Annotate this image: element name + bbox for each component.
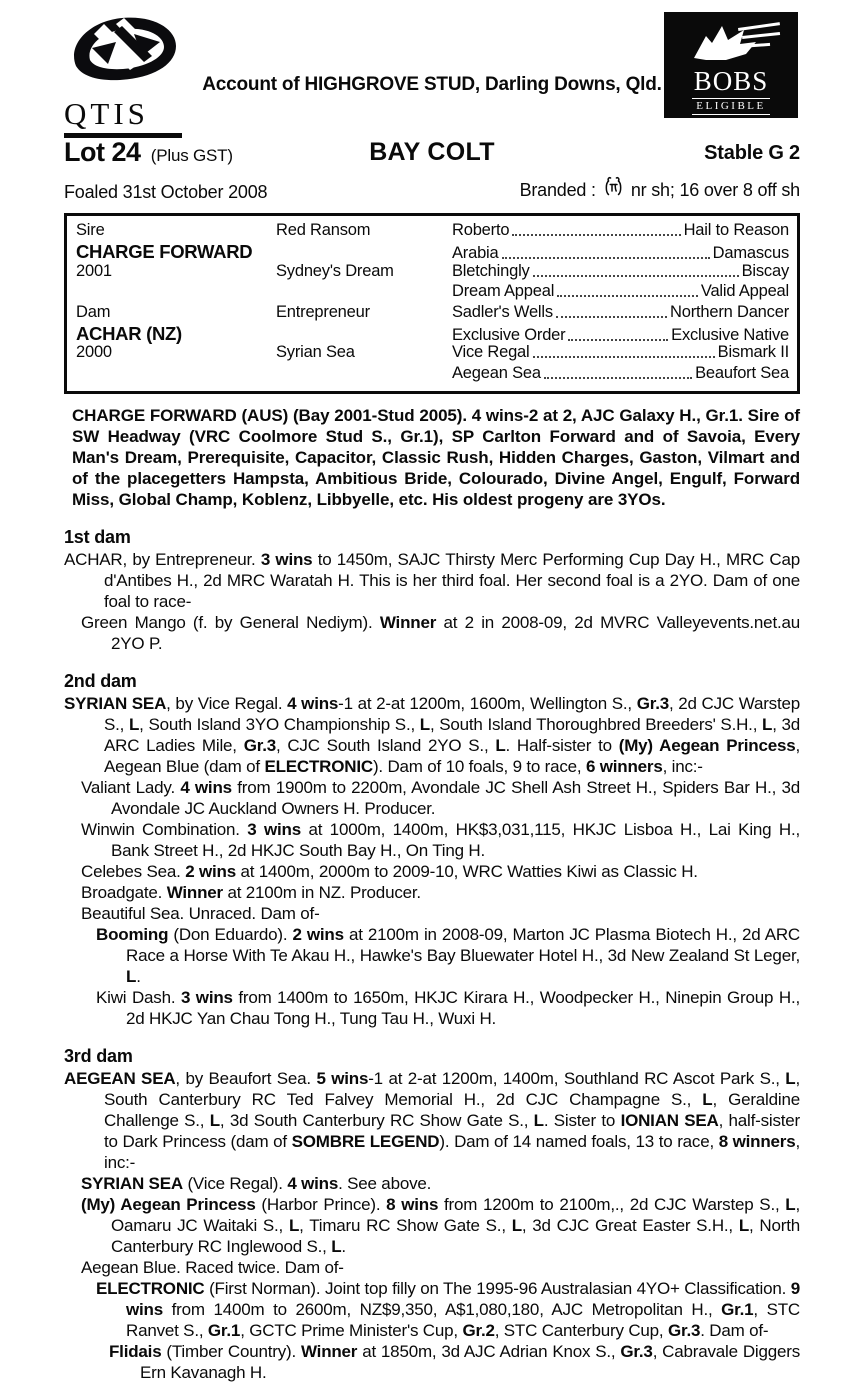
qtis-wordmark: QTIS	[64, 96, 149, 131]
pedigree-paragraph: Booming (Don Eduardo). 2 wins at 2100m in 2008-09, Marton JC Plasma Biotech H., 2d ARC Race a Horse With Te Akau H., Hawke's Bay Bluewater Hotel H., 3d New Zealand St Leger, L.	[96, 925, 801, 987]
dotted-leader	[568, 339, 668, 341]
grandparent-row: Dream Appeal Valid Appeal	[452, 282, 789, 301]
dam-dam: Syrian Sea	[276, 343, 355, 362]
lot-row	[64, 136, 800, 168]
page-header	[64, 12, 800, 136]
grandparent-row: Arabia Damascus	[452, 244, 789, 263]
grandparent-row: Aegean Sea Beaufort Sea	[452, 363, 789, 382]
dotted-leader	[556, 316, 667, 318]
section-heading: 3rd dam	[64, 1046, 133, 1067]
foaled-row	[64, 177, 800, 203]
dam-section	[64, 1046, 800, 1383]
dam-name: ACHAR (NZ)	[76, 322, 182, 344]
dam-sire: Entrepreneur	[276, 302, 370, 321]
grandparent-row: Vice Regal Bismark II	[452, 343, 789, 362]
grandparent-row: Sadler's Wells Northern Dancer	[452, 302, 789, 321]
pedigree-paragraph: SYRIAN SEA (Vice Regal). 4 wins. See above.	[81, 1174, 432, 1194]
dam-section	[64, 527, 800, 654]
dam-section	[64, 671, 800, 1029]
pedigree-paragraph: AEGEAN SEA, by Beaufort Sea. 5 wins-1 at 2-at 1200m, 1400m, Southland RC Ascot Park S., L, South Canterbury RC Ted Falvey Memorial H., 2d CJC Champagne S., L, Geraldine Challenge S., L, 3d South Canterbury RC Show Gate S., L. Sister to IONIAN SEA, half-sister to Dark Princess (dam of SOMBRE LEGEND). Dam of 14 named foals, 13 to race, 8 winners, inc:-	[64, 1069, 801, 1173]
pedigree-paragraph: Broadgate. Winner at 2100m in NZ. Producer.	[81, 883, 421, 903]
pedigree-paragraph: (My) Aegean Princess (Harbor Prince). 8 wins from 1200m to 2100m,., 2d CJC Warstep S., L, Oamaru JC Waitaki S., L, Timaru RC Show Gate S., L, 3d CJC Great Easter S.H., L, North Canterbury RC Inglewood S., L.	[81, 1195, 801, 1257]
dam-label: Dam	[76, 302, 111, 321]
stable-label: Stable G 2	[704, 142, 800, 164]
grandparent-row: Roberto Hail to Reason	[452, 221, 789, 239]
pedigree-paragraph: Valiant Lady. 4 wins from 1900m to 2200m, Avondale JC Shell Ash Street H., Spiders Bar H., 3d Avondale JC Auckland Owners H. Producer.	[81, 778, 800, 819]
sire-summary-paragraph: CHARGE FORWARD (AUS) (Bay 2001-Stud 2005). 4 wins-2 at 2, AJC Galaxy H., Gr.1. Sire of SW Headway (VRC Coolmore Stud S., Gr.1), SP Carlton Forward and of Savoia, Every Man's Dream, Prerequisite, Capacitor, Classic Rush, Hidden Charges, Gaston, Vilmart and of the placegetters Hampsta, Ambitious Bride, Colourado, Divine Angel, Engulf, Forward Miss, Global Champ, Koblenz, Libbyelle, etc. His oldest progeny are 3YOs.	[72, 406, 800, 510]
pedigree-table	[64, 213, 800, 394]
pedigree-paragraph: SYRIAN SEA, by Vice Regal. 4 wins-1 at 2-at 1200m, 1600m, Wellington S., Gr.3, 2d CJC Warstep S., L, South Island 3YO Championship S., L, South Island Thoroughbred Breeders' S.H., L, 3d ARC Ladies Mile, Gr.3, CJC South Island 2YO S., L. Half-sister to (My) Aegean Princess, Aegean Blue (dam of ELECTRONIC). Dam of 10 foals, 9 to race, 6 winners, inc:-	[64, 694, 801, 777]
lot-number: Lot 24	[64, 137, 141, 167]
section-heading: 1st dam	[64, 527, 131, 548]
grandparent-row: Bletchingly Biscay	[452, 261, 789, 280]
dotted-leader	[512, 234, 680, 236]
bobs-eligible-label: ELIGIBLE	[692, 98, 769, 115]
pedigree-paragraph: Winwin Combination. 3 wins at 1000m, 1400m, HK$3,031,115, HKJC Lisboa H., Lai King H., Bank Street H., 2d HKJC South Bay H., On Ting H.	[81, 820, 800, 861]
bobs-horse-icon	[676, 18, 786, 62]
sire-year: 2001	[76, 261, 112, 280]
branded-info	[520, 177, 800, 203]
pedigree-paragraph: Beautiful Sea. Unraced. Dam of-	[81, 904, 320, 924]
sire-name: CHARGE FORWARD	[76, 241, 253, 263]
sire-sire: Red Ransom	[276, 221, 371, 239]
pedigree-grid	[76, 221, 789, 384]
grandparent-row: Exclusive Order Exclusive Native	[452, 325, 789, 344]
pedigree-paragraph: ACHAR, by Entrepreneur. 3 wins to 1450m, SAJC Thirsty Merc Performing Cup Day H., MRC Cap d'Antibes H., 2d MRC Waratah H. This is her third foal. Her second foal is a 2YO. Dam of one foal to race-	[64, 550, 800, 612]
plus-gst-label: (Plus GST)	[150, 146, 233, 165]
dotted-leader	[533, 356, 715, 358]
pedigree-paragraph: Aegean Blue. Raced twice. Dam of-	[81, 1258, 344, 1278]
pedigree-paragraph: Green Mango (f. by General Nediym). Winner at 2 in 2008-09, 2d MVRC Valleyevents.net.au 2YO P.	[81, 613, 800, 654]
pedigree-paragraph: ELECTRONIC (First Norman). Joint top filly on The 1995-96 Australasian 4YO+ Classification. 9 wins from 1400m to 2600m, NZ$9,350, A$1,080,180, AJC Metropolitan H., Gr.1, STC Ranvet S., Gr.1, GCTC Prime Minister's Cup, Gr.2, STC Canterbury Cup, Gr.3. Dam of-	[96, 1279, 800, 1341]
dam-year: 2000	[76, 343, 112, 362]
bobs-eligible-logo	[664, 12, 798, 118]
pedigree-paragraph: Kiwi Dash. 3 wins from 1400m to 1650m, HKJC Kirara H., Woodpecker H., Ninepin Group H., 2d HKJC Yan Chau Tong H., Tung Tau H., Wuxi H.	[96, 988, 800, 1029]
dotted-leader	[557, 295, 698, 297]
bobs-wordmark: BOBS	[693, 66, 769, 96]
dotted-leader	[544, 377, 692, 379]
pedigree-paragraph: Celebes Sea. 2 wins at 1400m, 2000m to 2009-10, WRC Watties Kiwi as Classic H.	[81, 862, 698, 882]
dotted-leader	[533, 275, 739, 277]
sire-dam: Sydney's Dream	[276, 261, 394, 280]
dotted-leader	[502, 257, 710, 259]
foaled-date: Foaled 31st October 2008	[64, 182, 268, 202]
sire-label: Sire	[76, 221, 105, 239]
horse-brand-mark-icon	[601, 174, 626, 200]
dam-sections	[64, 527, 800, 1383]
branded-suffix: nr sh; 16 over 8 off sh	[630, 179, 800, 200]
pedigree-paragraph: Flidais (Timber Country). Winner at 1850m, 3d AJC Adrian Knox S., Gr.3, Cabravale Diggers Ern Kavanagh H.	[109, 1342, 800, 1383]
account-line: Account of HIGHGROVE STUD, Darling Downs, Qld.	[202, 74, 662, 95]
page-title: BAY COLT	[369, 138, 495, 166]
branded-prefix: Branded :	[519, 179, 596, 200]
section-heading: 2nd dam	[64, 671, 137, 692]
